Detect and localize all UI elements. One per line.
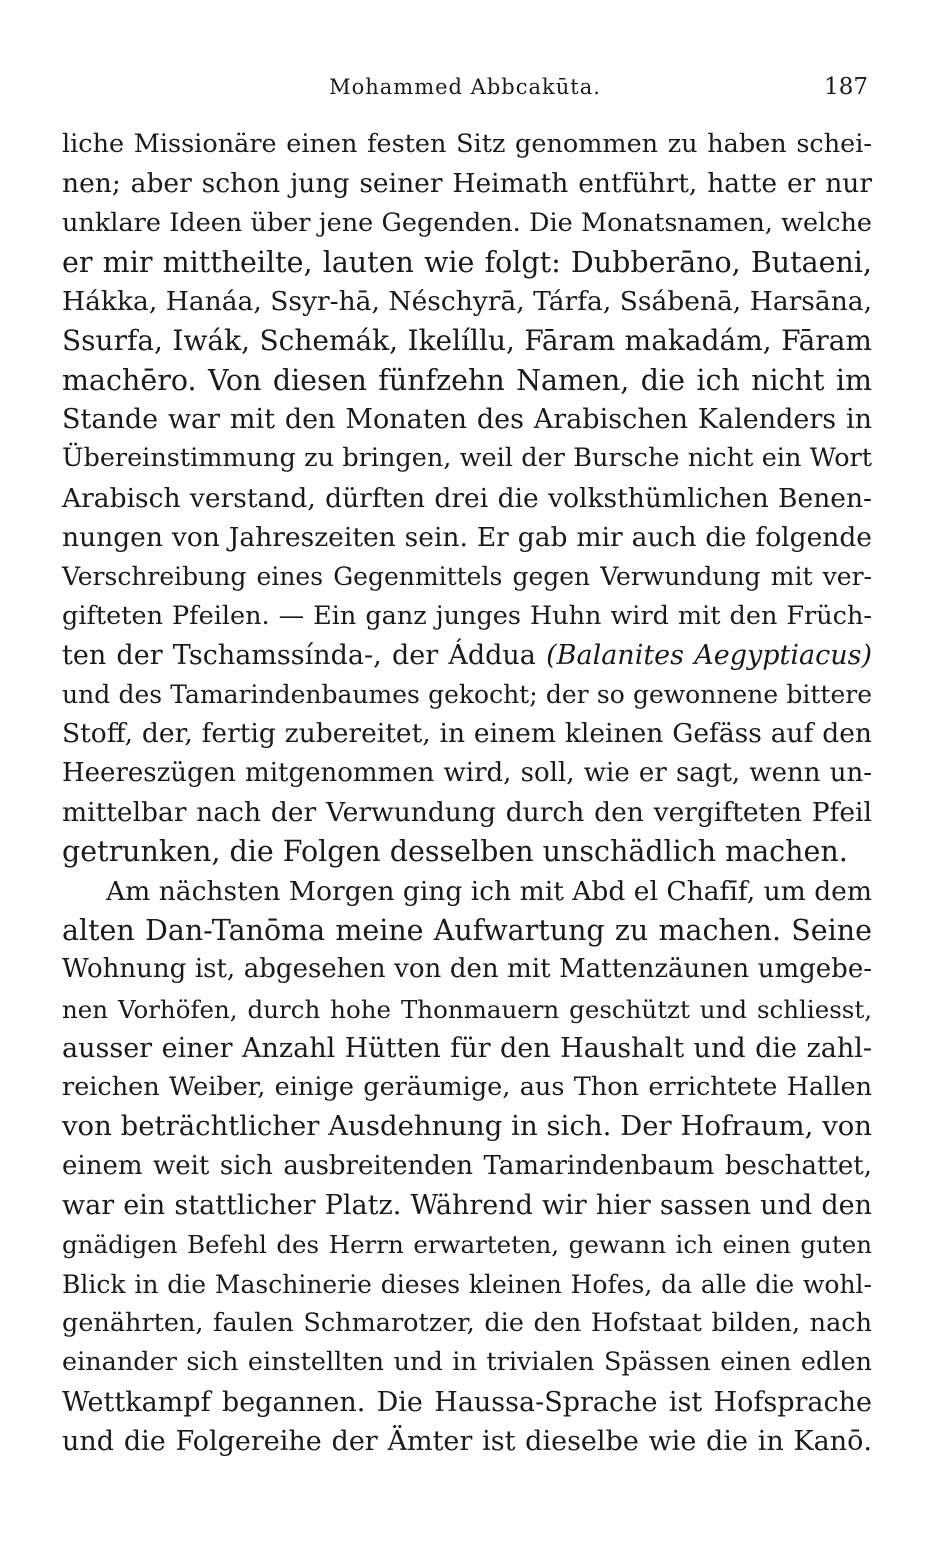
running-head xyxy=(60,70,870,104)
text-line: Wettkampf begannen. Die Haussa-Sprache ist Hofsprache xyxy=(62,1386,872,1418)
text-line: unklare Ideen über jene Gegenden. Die Monatsnamen, welche xyxy=(62,207,872,238)
text-line: mittelbar nach der Verwundung durch den vergifteten Pfeil xyxy=(62,797,872,829)
text-line: nen Vorhöfen, durch hohe Thonmauern geschützt und schliesst, xyxy=(62,994,872,1024)
running-title: Mohammed Abbcakūta. xyxy=(329,75,601,99)
text-line: getrunken, die Folgen desselben unschädlich machen. xyxy=(62,835,848,869)
text-line: gnädigen Befehl des Herrn erwarteten, gewann ich einen guten xyxy=(62,1230,872,1260)
text-line: von beträchtlicher Ausdehnung in sich. Der Hofraum, von xyxy=(62,1110,872,1143)
paragraph xyxy=(62,125,872,872)
text-line: war ein stattlicher Platz. Während wir hier sassen und den xyxy=(62,1190,872,1222)
text-line: Stoff, der, fertig zubereitet, in einem kleinen Gefäss auf den xyxy=(62,718,872,750)
text-line: Hákka, Hanáa, Ssyr-hā, Néschyrā, Tárfa, Ssábenā, Harsāna, xyxy=(62,286,872,318)
text-line: liche Missionäre einen festen Sitz genommen zu haben schei- xyxy=(62,129,872,159)
text-line: einander sich einstellten und in trivialen Spässen einen edlen xyxy=(62,1347,872,1378)
text-line: Arabisch verstand, dürften drei die volksthümlichen Benen- xyxy=(62,482,872,514)
text-line: reichen Weiber, einige geräumige, aus Thon errichtete Hallen xyxy=(62,1072,872,1103)
text-line: alten Dan-Tanōma meine Aufwartung zu machen. Seine xyxy=(62,913,872,947)
text-line: nungen von Jahreszeiten sein. Er gab mir auch die folgende xyxy=(62,521,872,553)
text-line: Am nächsten Morgen ging ich mit Abd el Chafīf, um dem xyxy=(106,875,872,907)
text-line: Heereszügen mitgenommen wird, soll, wie er sagt, wenn un- xyxy=(62,757,872,788)
page-number: 187 xyxy=(824,74,868,100)
text-line: nen; aber schon jung seiner Heimath entführt, hatte er nur xyxy=(62,168,872,200)
botanical-name: (Balanites Aegyptiacus) xyxy=(546,639,872,671)
body-text xyxy=(62,125,872,1461)
text-line: er mir mittheilte, lauten wie folgt: Dubberāno, Butaeni, xyxy=(62,245,872,279)
text-line: und des Tamarindenbaumes gekocht; der so gewonnene bittere xyxy=(62,680,872,710)
text-line: ausser einer Anzahl Hütten für den Haushalt und die zahl- xyxy=(62,1032,872,1064)
text-line: genährten, faulen Schmarotzer, die den Hofstaat bilden, nach xyxy=(62,1307,872,1338)
text-line: Verschreibung eines Gegenmittels gegen Verwundung mit ver- xyxy=(62,562,872,592)
text-line: machēro. Von diesen fünfzehn Namen, die ich nicht im xyxy=(62,363,872,397)
text-line: einem weit sich ausbreitenden Tamarindenbaum beschattet, xyxy=(62,1150,872,1181)
text-line: Ssurfa, Iwák, Schemák, Ikelíllu, Fāram makadám, Fāram xyxy=(62,324,872,358)
text-line: ten der Tschamssínda-, der Áddua (Balanites Aegyptiacus) xyxy=(62,639,872,671)
text-line: Wohnung ist, abgesehen von den mit Mattenzäunen umgebe- xyxy=(62,954,872,985)
text-line: Stande war mit den Monaten des Arabischen Kalenders in xyxy=(62,404,872,436)
text-line: und die Folgereihe der Ämter ist dieselbe wie die in Kanō. xyxy=(62,1425,872,1457)
text-line: Blick in die Maschinerie dieses kleinen Hofes, da alle die wohl- xyxy=(62,1269,872,1299)
text-line: gifteten Pfeilen. — Ein ganz junges Huhn wird mit den Früch- xyxy=(62,600,872,631)
text-line: Übereinstimmung zu bringen, weil der Bursche nicht ein Wort xyxy=(62,443,872,474)
paragraph xyxy=(62,872,872,1461)
